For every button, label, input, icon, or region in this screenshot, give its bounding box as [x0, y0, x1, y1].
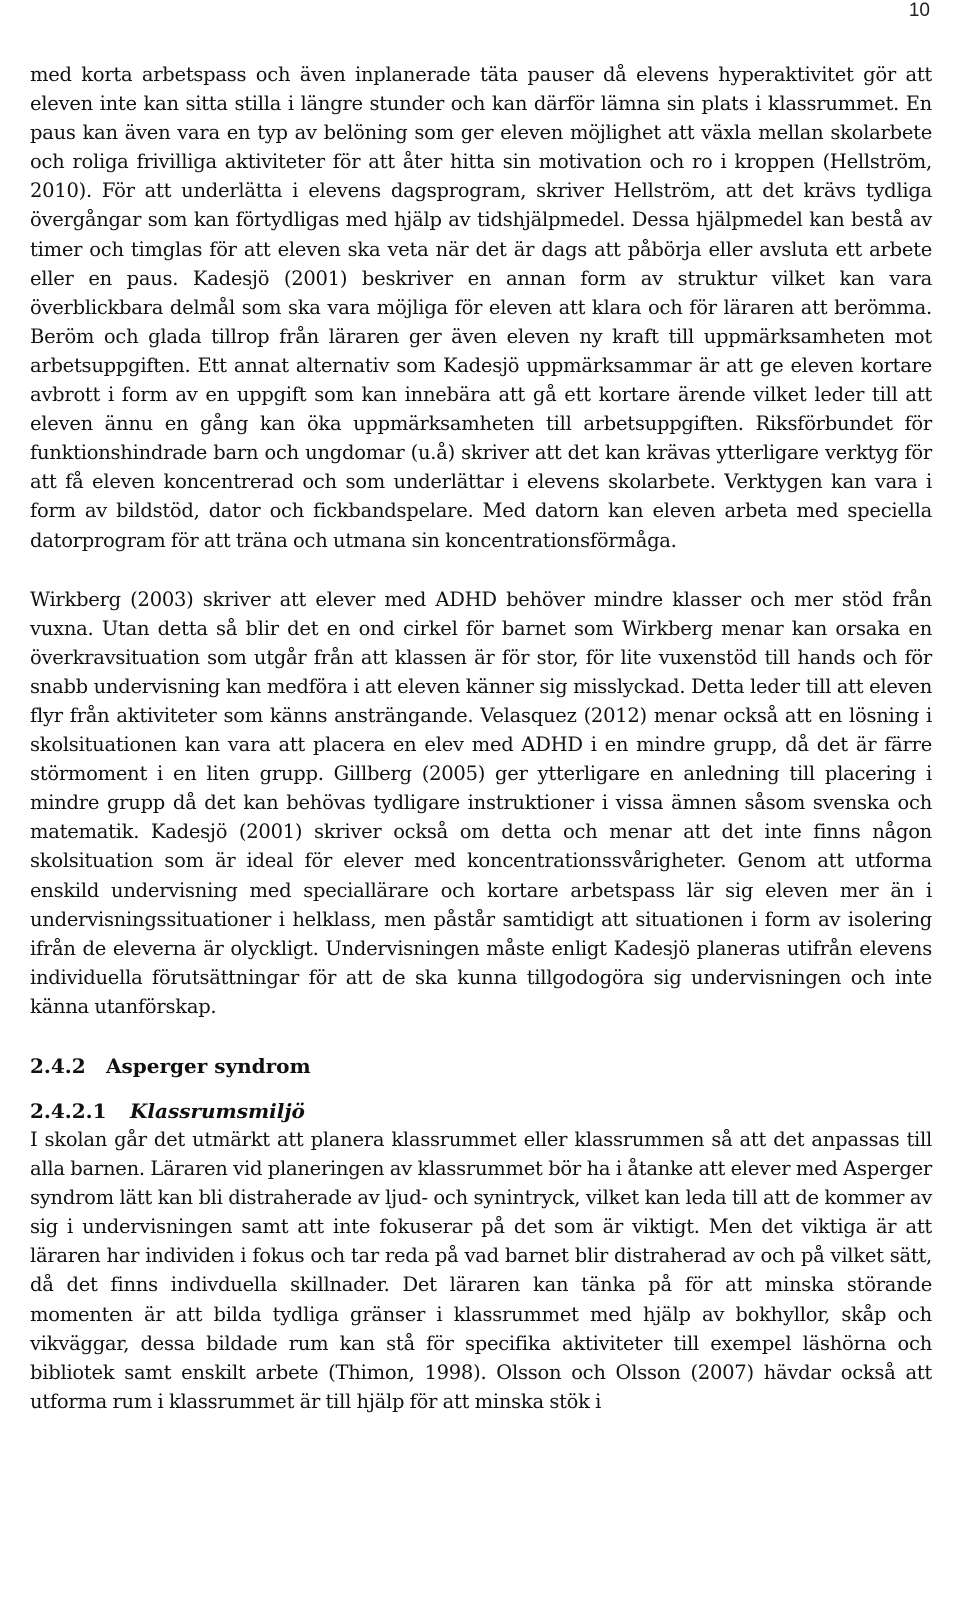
body-text [30, 60, 932, 1416]
section-heading [30, 1051, 932, 1081]
paragraph-gap [30, 555, 932, 585]
paragraph-classroom-environment: I skolan går det utmärkt att planera klassrummet eller klassrummen så att det anpassas till alla barnen. Läraren vid planeringen av klassrummet bör ha i åtanke att elever med Asperger syndrom lätt kan bli distraherade av ljud- och synintryck, vilket kan leda till att de kommer av sig i undervisningen samt att inte fokuserar på det som är viktigt. Men det viktiga är att läraren har individen i fokus och tar reda på vad barnet blir distraherad av och på vilket sätt, då det finns indivduella skillnader. Det läraren kan tänka på för att minska störande momenten är att bilda tydliga gränser i klassrummet med hjälp av bokhyllor, skåp och vikväggar, dessa bildade rum kan stå för specifika aktiviteter till exempel läshörna och bibliotek samt enskilt arbete (Thimon, 1998). Olsson och Olsson (2007) hävdar också att utforma rum i klassrummet är till hjälp för att minska stök i [30, 1128, 932, 1413]
paragraph-gap [30, 1021, 932, 1051]
subsection-title: Klassrumsmiljö [130, 1099, 305, 1123]
section-number: 2.4.2 [30, 1054, 86, 1078]
paragraph-small-groups: Wirkberg (2003) skriver att elever med ADHD behöver mindre klasser och mer stöd från vuxna. Utan detta så blir det en ond cirkel för barnet som Wirkberg menar kan orsaka en överkravsituation som utgår från att klassen är för stor, för lite vuxenstöd till hands och för snabb undervisning kan medföra i att eleven känner sig misslyckad. Detta leder till att eleven flyr från aktiviteter som känns ansträngande. Velasquez (2012) menar också att en lösning i skolsituationen kan vara att placera en elev med ADHD i en mindre grupp, då det är färre störmoment i en liten grupp. Gillberg (2005) ger ytterligare en anledning till placering i mindre grupp då det kan behövas tydligare instruktioner i vissa ämnen såsom svenska och matematik. Kadesjö (2001) skriver också om detta och menar att det inte finns någon skolsituation som är ideal för elever med koncentrationssvårigheter. Genom att utforma enskild undervisning med speciallärare och kortare arbetspass lär sig eleven mer än i undervisningssituationer i helklass, men påstår samtidigt att situationen i form av isolering ifrån de eleverna är olyckligt. Undervisningen måste enligt Kadesjö planeras utifrån elevens individuella förutsättningar för att de ska kunna tillgodogöra sig undervisningen och inte känna utanförskap. [30, 587, 932, 1018]
page-number: 10 [908, 0, 930, 21]
subsection-heading [30, 1097, 932, 1125]
subsection-number: 2.4.2.1 [30, 1099, 107, 1123]
heading-gap [30, 1081, 932, 1097]
section-title: Asperger syndrom [106, 1054, 311, 1078]
paragraph-breaks-and-tools: med korta arbetspass och även inplanerade täta pauser då elevens hyperaktivitet gör att eleven inte kan sitta stilla i längre stunder och kan därför lämna sin plats i klassrummet. En paus kan även vara en typ av belöning som ger eleven möjlighet att växla mellan skolarbete och roliga frivilliga aktiviteter för att åter hitta sin motivation och ro i kroppen (Hellström, 2010). För att underlätta i elevens dagsprogram, skriver Hellström, att det krävs tydliga övergångar som kan förtydligas med hjälp av tidshjälpmedel. Dessa hjälpmedel kan bestå av timer och timglas för att eleven ska veta när det är dags att påbörja eller avsluta ett arbete eller en paus. Kadesjö (2001) beskriver en annan form av struktur vilket kan vara överblickbara delmål som ska vara möjliga för eleven att klara och för läraren att berömma. Beröm och glada tillrop från läraren ger även eleven ny kraft till uppmärksamheten mot arbetsuppgiften. Ett annat alternativ som Kadesjö uppmärksammar är att ge eleven kortare avbrott i form av en uppgift som kan innebära att gå ett kortare ärende vilket leder till att eleven ännu en gång kan öka uppmärksamheten till arbetsuppgiften. Riksförbundet för funktionshindrade barn och ungdomar (u.å) skriver att det kan krävas ytterligare verktyg för att få eleven koncentrerad och som underlättar i elevens skolarbete. Verktygen kan vara i form av bildstöd, dator och fickbandspelare. Med datorn kan eleven arbeta med speciella datorprogram för att träna och utmana sin koncentrationsförmåga. [30, 63, 932, 552]
